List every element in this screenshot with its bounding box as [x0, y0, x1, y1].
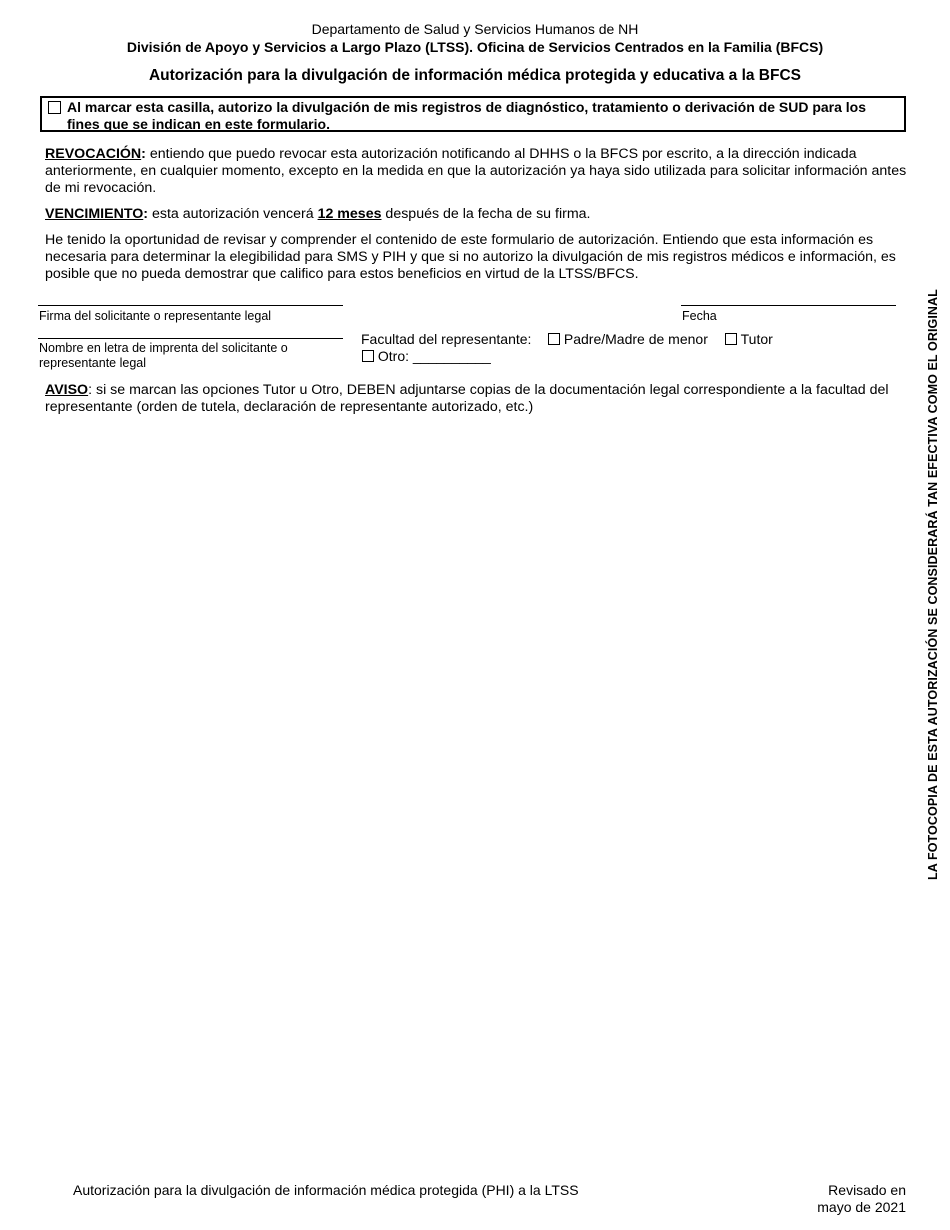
page-title: Autorización para la divulgación de información médica protegida y educativa a la BFCS [148, 67, 801, 84]
print-name-line[interactable] [38, 338, 343, 339]
footer-revised-line1: Revisado en [828, 1182, 906, 1198]
department-name: Departamento de Salud y Servicios Humanos de NH [311, 21, 639, 37]
parent-option-label: Padre/Madre de menor [563, 331, 708, 347]
revocation-paragraph: REVOCACIÓN: entiendo que puedo revocar esta autorización notificando al DHHS o la BFCS por escrito, a la dirección indicada anteriormente, en cualquier momento, excepto en la medida en que la autorización ya haya sido utilizada para solicitar información antes de mi revocación. [45, 146, 907, 196]
notice-text: : si se marcan las opciones Tutor u Otro, DEBEN adjuntarse copias de la documentación legal correspondiente a la facultad del representante (orden de tutela, declaración de representante autorizado, etc.) [45, 382, 889, 415]
expiration-label: VENCIMIENTO [45, 206, 144, 222]
print-name-label: Nombre en letra de imprenta del solicitante o representante legal [39, 341, 288, 370]
signature-label: Firma del solicitante o representante legal [39, 309, 272, 323]
signature-line[interactable] [38, 305, 343, 306]
expiration-text-before: esta autorización vencerá [148, 206, 318, 222]
parent-option[interactable] [548, 331, 708, 348]
consent-text: Al marcar esta casilla, autorizo la divulgación de mis registros de diagnóstico, tratamiento o derivación de SUD para los fines que se indican en este formulario. [67, 99, 867, 132]
notice-paragraph [45, 382, 907, 416]
consent-box [40, 96, 906, 132]
photocopy-side-note: LA FOTOCOPIA DE ESTA AUTORIZACIÓN SE CONSIDERARÁ TAN EFECTIVA COMO EL ORIGINAL [926, 289, 940, 880]
parent-checkbox[interactable] [548, 333, 560, 345]
revocation-label: REVOCACIÓN [45, 146, 142, 162]
revocation-text: entiendo que puedo revocar esta autorización notificando al DHHS o la BFCS por escrito, a la dirección indicada anteriormente, en cualquier momento, excepto en la medida en que la autorización ya haya sido utilizada para solicitar información antes de mi revocación. [45, 146, 907, 196]
footer-revised [790, 1182, 906, 1216]
understanding-paragraph: He tenido la oportunidad de revisar y comprender el contenido de este formulario de autorización. Entiendo que esta información es necesaria para determinar la elegibilidad para SMS y PIH y que si no autorizo la divulgación de mis registros médicos e información, es posible que no pueda demostrar que califico para estos beneficios en virtud de la LTSS/BFCS. [45, 232, 896, 282]
expiration-paragraph: VENCIMIENTO: esta autorización vencerá 12 meses después de la fecha de su firma. [45, 206, 591, 222]
other-checkbox[interactable] [362, 350, 374, 362]
authority-label: Facultad del representante: [361, 331, 532, 347]
guardian-checkbox[interactable] [725, 333, 737, 345]
expiration-text-after: después de la fecha de su firma. [381, 206, 591, 222]
division-name: División de Apoyo y Servicios a Largo Plazo (LTSS). Oficina de Servicios Centrados en la Familia (BFCS) [126, 39, 824, 55]
other-option-label: Otro: __________ [377, 348, 491, 364]
date-line[interactable] [681, 305, 896, 306]
consent-checkbox[interactable] [48, 101, 61, 114]
footer-revised-line2: mayo de 2021 [817, 1199, 906, 1215]
notice-label: AVISO [45, 382, 89, 398]
guardian-option[interactable] [725, 331, 773, 348]
date-label: Fecha [682, 309, 717, 323]
other-option[interactable] [362, 348, 491, 365]
guardian-option-label: Tutor [740, 331, 773, 347]
expiration-duration: 12 meses [317, 206, 382, 222]
footer-form-name: Autorización para la divulgación de información médica protegida (PHI) a la LTSS [73, 1182, 579, 1198]
